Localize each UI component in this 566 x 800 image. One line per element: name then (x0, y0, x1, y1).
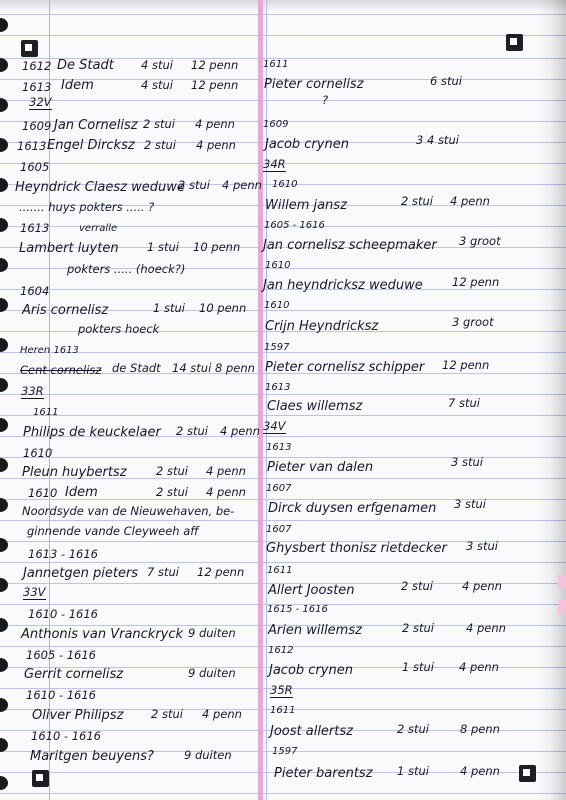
binding-hole (0, 338, 8, 352)
binding-hole (0, 618, 8, 632)
amount-text: 1 stui (153, 301, 185, 315)
name-text: Willem jansz (265, 198, 347, 213)
year-text: 1610 (28, 486, 58, 500)
amount-text: 3 stui (466, 539, 498, 553)
corner-marker-icon (21, 40, 38, 57)
amount-text: 4 stui (141, 58, 173, 72)
binding-hole (0, 418, 8, 432)
amount-text: 2 stui (178, 178, 210, 192)
amount-text: 4 penn (220, 424, 260, 438)
name-text: Pieter van dalen (267, 460, 374, 475)
name-text: Cent cornelisz (20, 363, 102, 377)
amount-text: 4 penn (196, 138, 236, 152)
amount-text: 1 stui (402, 660, 434, 674)
name-text: Jacob crynen (265, 137, 349, 152)
amount-text: 3 groot (459, 234, 501, 248)
amount-text: 9 duiten (188, 626, 236, 640)
name-text: Dirck duysen erfgenamen (268, 501, 437, 516)
year-text: 1611 (33, 407, 59, 418)
year-text: 1615 - 1616 (267, 604, 328, 615)
name-text: De Stadt (57, 58, 114, 73)
name-text: Pieter cornelisz (264, 77, 364, 92)
name-text: Idem (61, 78, 94, 93)
index-tab (558, 600, 566, 613)
name-text: Claes willemsz (267, 399, 363, 414)
amount-text: 9 duiten (184, 748, 232, 762)
binding-hole (0, 218, 8, 232)
amount-text: 4 penn (459, 660, 499, 674)
year-text: 1607 (266, 524, 292, 535)
year-text: 1605 - 1616 (264, 220, 325, 231)
year-text: 1613 - 1616 (28, 547, 98, 561)
name-text: Arien willemsz (268, 623, 362, 638)
year-text: 1607 (266, 483, 292, 494)
year-text: 1611 (263, 59, 289, 70)
year-text: 1611 (267, 565, 293, 576)
folio-marker: 33R (21, 384, 44, 398)
name-text: Engel Dircksz (47, 138, 135, 153)
year-text: 1597 (272, 746, 298, 757)
amount-text: 12 penn (442, 358, 490, 372)
year-text: Heren 1613 (20, 345, 79, 356)
amount-text: 2 stui (397, 722, 429, 736)
description-text: ....... huys pokters ..... ? (19, 200, 155, 214)
amount-text: 2 stui (176, 424, 208, 438)
amount-text: 3 groot (452, 315, 494, 329)
amount-text: 4 penn (195, 117, 235, 131)
year-text: 1604 (20, 284, 50, 298)
amount-text: 4 penn (460, 764, 500, 778)
year-text: 1610 (23, 446, 53, 460)
folio-marker: 34V (263, 419, 286, 433)
amount-text: 7 stui (448, 396, 480, 410)
name-text: Jan Cornelisz (54, 118, 138, 133)
amount-text: 12 penn (191, 78, 239, 92)
binding-hole (0, 138, 8, 152)
binding-hole (0, 298, 8, 312)
year-text: 1609 (263, 119, 289, 130)
name-text: Gerrit cornelisz (24, 667, 124, 682)
amount-text: 14 stui (172, 361, 212, 375)
amount-text: 4 penn (202, 707, 242, 721)
amount-text: 2 stui (151, 707, 183, 721)
name-text: Allert Joosten (268, 583, 355, 598)
name-text: Pieter barentsz (274, 766, 373, 781)
amount-text: 4 penn (462, 579, 502, 593)
amount-text: 4 penn (206, 485, 246, 499)
year-text: 1610 (264, 300, 290, 311)
binding-hole (0, 378, 8, 392)
amount-text: 3 stui (454, 497, 486, 511)
binding-hole (0, 658, 8, 672)
amount-text: 10 penn (193, 240, 241, 254)
binding-hole (0, 538, 8, 552)
year-text: 1613 (17, 139, 47, 153)
name-text: de Stadt (112, 361, 161, 375)
amount-text: 8 penn (460, 722, 500, 736)
amount-text: 8 penn (215, 361, 255, 375)
corner-marker-icon (519, 765, 536, 782)
amount-text: 6 stui (430, 74, 462, 88)
name-text: Anthonis van Vranckryck (21, 627, 184, 642)
binding-hole (0, 58, 8, 72)
year-text: 1610 (272, 179, 298, 190)
amount-text: 4 penn (222, 178, 262, 192)
year-text: 1611 (270, 705, 296, 716)
year-text: 1610 - 1616 (26, 688, 96, 702)
page-top-shadow (0, 0, 566, 12)
amount-text: 12 penn (452, 275, 500, 289)
year-text: 1612 (268, 645, 294, 656)
folio-marker: 34R (263, 157, 286, 171)
amount-text: 2 stui (401, 579, 433, 593)
amount-text: 2 stui (156, 464, 188, 478)
folio-marker: 32V (29, 95, 52, 109)
name-text: Jacob crynen (269, 663, 353, 678)
year-text: 1610 - 1616 (31, 729, 101, 743)
amount-text: 4 stui (141, 78, 173, 92)
name-text: Jannetgen pieters (23, 566, 139, 581)
amount-text: 1 stui (397, 764, 429, 778)
index-tab (558, 575, 566, 588)
name-text: Idem (65, 485, 98, 500)
amount-text: 3 4 stui (416, 133, 459, 147)
description-text: pokters ..... (hoeck?) (67, 262, 186, 276)
name-text: Joost allertsz (270, 724, 353, 739)
name-text: Maritgen beuyens? (30, 749, 154, 764)
annotation-text: ? (322, 93, 329, 107)
amount-text: 9 duiten (188, 666, 236, 680)
year-text: 1613 (266, 442, 292, 453)
name-text: Philips de keuckelaer (23, 425, 161, 440)
name-text: Crijn Heyndricksz (265, 319, 379, 334)
binding-hole (0, 578, 8, 592)
amount-text: 12 penn (191, 58, 239, 72)
folio-marker: 35R (270, 683, 293, 697)
binding-hole (0, 98, 8, 112)
amount-text: 12 penn (197, 565, 245, 579)
corner-marker-icon (506, 34, 523, 51)
year-text: 1613 (22, 80, 52, 94)
name-text: Jan heyndricksz weduwe (263, 278, 423, 293)
corner-marker-icon (32, 770, 49, 787)
name-text: Jan cornelisz scheepmaker (263, 238, 437, 253)
binding-hole (0, 178, 8, 192)
amount-text: 3 stui (451, 455, 483, 469)
page-curl-shadow (536, 0, 566, 800)
binding-hole (0, 738, 8, 752)
year-text: 1613 (265, 382, 291, 393)
amount-text: 7 stui (147, 565, 179, 579)
binding-hole (0, 458, 8, 472)
amount-text: 2 stui (144, 138, 176, 152)
year-text: 1605 (20, 160, 50, 174)
binding-hole (0, 776, 8, 790)
amount-text: 2 stui (402, 621, 434, 635)
amount-text: 2 stui (401, 194, 433, 208)
year-text: 1610 (265, 260, 291, 271)
name-text: Pleun huybertsz (22, 465, 127, 480)
amount-text: 2 stui (143, 117, 175, 131)
description-text: ginnende vande Cleyweeh aff (27, 524, 199, 538)
amount-text: 4 penn (206, 464, 246, 478)
amount-text: 1 stui (147, 240, 179, 254)
year-text: 1610 - 1616 (28, 607, 98, 621)
name-text: Pieter cornelisz schipper (265, 360, 425, 375)
folio-marker: 33V (23, 585, 46, 599)
description-text: Noordsyde van de Nieuwehaven, be- (22, 504, 235, 518)
year-text: 1597 (264, 342, 290, 353)
binding-hole (0, 18, 8, 32)
name-text: Ghysbert thonisz rietdecker (266, 541, 447, 556)
name-text: Lambert luyten (19, 241, 119, 256)
year-text: 1609 (22, 119, 52, 133)
description-text: pokters hoeck (78, 322, 160, 336)
amount-text: 4 penn (466, 621, 506, 635)
year-text: 1613 (20, 221, 50, 235)
amount-text: 10 penn (199, 301, 247, 315)
binding-hole (0, 498, 8, 512)
name-text: Aris cornelisz (22, 303, 109, 318)
year-text: 1612 (22, 59, 52, 73)
name-text: Heyndrick Claesz weduwe (15, 180, 185, 195)
description-text: verralle (79, 223, 118, 234)
binding-hole (0, 258, 8, 272)
name-text: Oliver Philipsz (32, 708, 124, 723)
year-text: 1605 - 1616 (26, 648, 96, 662)
amount-text: 2 stui (156, 485, 188, 499)
amount-text: 4 penn (450, 194, 490, 208)
binding-hole (0, 698, 8, 712)
